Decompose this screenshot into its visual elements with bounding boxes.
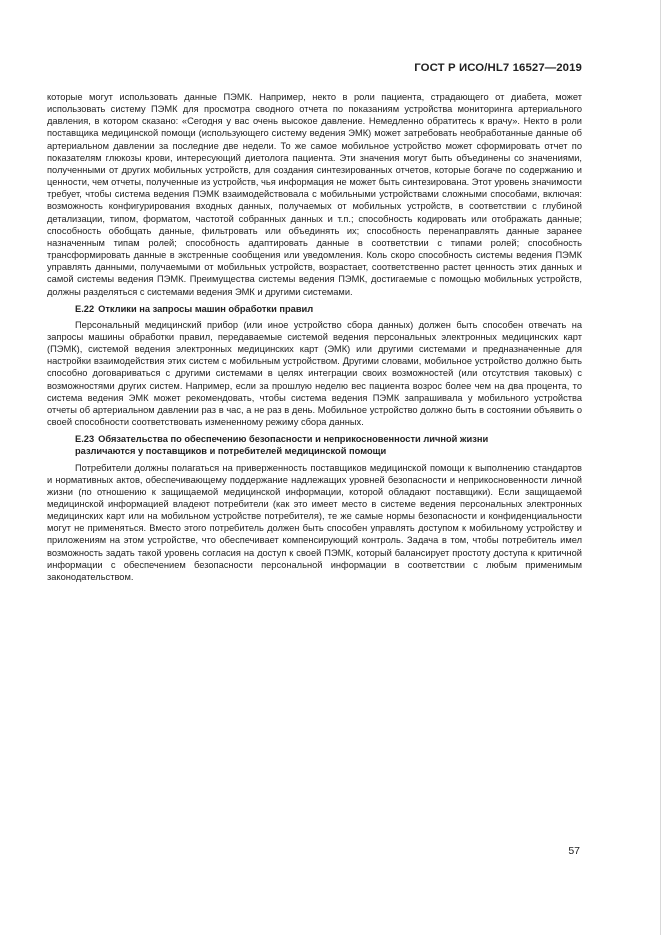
section-title-continuation: различаются у поставщиков и потребителей медицинской помощи (75, 446, 387, 457)
section-number: Е.22 (75, 303, 95, 314)
page-number: 57 (568, 845, 580, 857)
section-number: Е.23 (75, 434, 95, 445)
document-body (47, 91, 582, 583)
section-text-e23: Потребители должны полагаться на приверженность поставщиков медицинской помощи к выполнению стандартов и нормативных актов, обеспечивающему поддержание надлежащих уровней безопасности и неприкосновенности личной жизни (по отношению к защищаемой медицинской информации, которой обладают поставщики). Если защищаемой медицинской информацией владеют потребители (как это имеет место в системе ведения персональных электронных медицинских карт или на мобильном устройстве потребителя), те же самые нормы безопасности и конфиденциальности могут не применяться. Вместо этого потребитель должен быть способен управлять доступом к мобильному устройству и приложениям на этом устройстве, что обеспечивает компенсирующий контроль. Задача в том, чтобы потребитель имел возможность задать такой уровень согласия на доступ к своей ПЭМК, который балансирует простоту доступа к критичной информации с обеспечением безопасности персональной информации в соответствии с любым применимым законодательством. (47, 462, 582, 582)
standard-header: ГОСТ Р ИСО/HL7 16527—2019 (414, 62, 582, 74)
section-title: Обязательства по обеспечению безопасности и неприкосновенности личной жизни (98, 434, 489, 445)
section-heading-e22 (47, 303, 582, 315)
section-heading-e23 (47, 433, 582, 457)
paragraph-intro: которые могут использовать данные ПЭМК. Например, некто в роли пациента, страдающего от диабета, может использовать систему ПЭМК для просмотра сводного отчета по показаниям устройства мониторинга артериального давления, в котором сказано: «Сегодня у вас очень высокое давление. Немедленно обратитесь к врачу». Некто в роли поставщика медицинской помощи (использующего систему ведения ЭМК) может затребовать необработанные данные об артериальном давлении за последние две недели. То же самое мобильное устройство может сформировать отчет по показателям глюкозы крови, интересующий диетолога пациента. Эти значения могут быть объединены со значениями, полученными от других мобильных устройств, для создания синтезированных отчетов, которые богаче по содержанию и ценности, чем отчеты, полученные из устройств, чья информация не может быть синтезирована. Этот уровень значимости требует, чтобы система ведения ПЭМК взаимодействовала с мобильными устройствами сложными способами, включая: возможность конфигурирования входных данных, получаемых от мобильных устройств, в соответствии с глубиной детализации, типом, форматом, частотой собранных данных и т.п.; способность кодировать или отображать данные; способность обобщать данные, фильтровать или объединять их; способность перенаправлять данные заранее назначенным типам ролей; способность адаптировать данные в соответствии с типами ролей; способность трансформировать данные в экстренные сообщения или уведомления. Коль скоро способность системы ведения ПЭМК управлять данными, получаемыми от мобильных устройств, возрастает, соответственно растет ценность этих данных и самой системы ведения ПЭМК. Преимущества системы ведения ПЭМК, достигаемые с помощью мобильных устройств, должны разделяться с системами ведения ЭМК и другими системами. (47, 92, 582, 297)
section-title: Отклики на запросы машин обработки правил (98, 303, 314, 314)
section-text-e22: Персональный медицинский прибор (или иное устройство сбора данных) должен быть способен отвечать на запросы машины обработки правил, передаваемые системой ведения персональных электронных медицинских карт (ПЭМК), системой ведения электронных медицинских карт (ЭМК) или другими системами и предназначенные для настройки взаимодействия этих систем с мобильным устройством. Другими словами, мобильное устройство должно быть способно договариваться с другими системами в целях интеграции своих возможностей (или отсутствия таковых) с возможностями других систем. Например, если за прошлую неделю вес пациента возрос более чем на два процента, то система ведения ЭМК может рекомендовать, чтобы система ведения ПЭМК запрашивала у мобильного устройства отчеты об артериальном давлении раз в час, а не раз в день. Мобильное устройство должно быть в состоянии объявить о своей способности соответствовать измененному режиму сбора данных. (47, 319, 582, 428)
